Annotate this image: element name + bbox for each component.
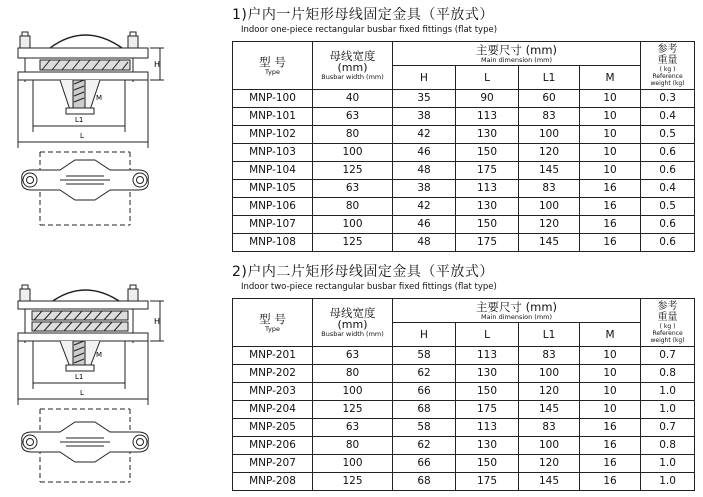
cell-busbar-width: 100	[313, 216, 393, 234]
cell-weight: 0.7	[641, 419, 695, 437]
cell-h: 46	[393, 144, 456, 162]
cell-l: 130	[456, 126, 519, 144]
table-row	[233, 198, 695, 216]
cell-l1: 120	[519, 383, 580, 401]
cell-l1: 100	[519, 365, 580, 383]
cell-busbar-width: 80	[313, 437, 393, 455]
cell-busbar-width: 80	[313, 126, 393, 144]
header-dim-h: H	[393, 66, 456, 90]
table-row	[233, 216, 695, 234]
cell-weight: 0.8	[641, 437, 695, 455]
drawing-two-piece	[0, 277, 215, 492]
cell-type: MNP-204	[233, 401, 313, 419]
cell-weight: 1.0	[641, 473, 695, 491]
header-main-dimension: 主要尺寸 (mm) Main dimension (mm)	[393, 42, 641, 66]
cell-type: MNP-100	[233, 90, 313, 108]
cell-weight: 1.0	[641, 383, 695, 401]
header-dim-l: L	[456, 323, 519, 347]
cell-h: 66	[393, 455, 456, 473]
table-row	[233, 347, 695, 365]
cell-l: 150	[456, 144, 519, 162]
cell-busbar-width: 125	[313, 234, 393, 252]
cell-type: MNP-104	[233, 162, 313, 180]
table-row	[233, 108, 695, 126]
cell-type: MNP-105	[233, 180, 313, 198]
dim-label-l1: L1	[75, 373, 84, 381]
cell-busbar-width: 100	[313, 144, 393, 162]
cell-busbar-width: 80	[313, 198, 393, 216]
header-busbar-width: 母线宽度 (mm) Busbar width (mm)	[313, 299, 393, 347]
cell-m: 10	[580, 108, 641, 126]
cell-m: 16	[580, 437, 641, 455]
cell-l1: 60	[519, 90, 580, 108]
cell-l: 90	[456, 90, 519, 108]
cell-busbar-width: 63	[313, 180, 393, 198]
cell-l: 175	[456, 473, 519, 491]
cell-h: 58	[393, 419, 456, 437]
cell-h: 48	[393, 162, 456, 180]
spec-table-one-piece	[232, 41, 695, 252]
cell-h: 38	[393, 108, 456, 126]
cell-weight: 0.6	[641, 216, 695, 234]
table-row	[233, 419, 695, 437]
cell-m: 10	[580, 90, 641, 108]
drawing-one-piece	[0, 20, 215, 235]
section-1-title: 1)户内一片矩形母线固定金具（平放式）	[232, 7, 494, 23]
cell-weight: 1.0	[641, 455, 695, 473]
header-dim-m: M	[580, 323, 641, 347]
cell-type: MNP-106	[233, 198, 313, 216]
cell-m: 16	[580, 198, 641, 216]
cell-type: MNP-205	[233, 419, 313, 437]
cell-weight: 0.4	[641, 180, 695, 198]
cell-l: 113	[456, 180, 519, 198]
cell-l1: 100	[519, 126, 580, 144]
table-row	[233, 473, 695, 491]
cell-busbar-width: 100	[313, 455, 393, 473]
cell-m: 10	[580, 365, 641, 383]
cell-h: 68	[393, 473, 456, 491]
cell-type: MNP-202	[233, 365, 313, 383]
table-row	[233, 180, 695, 198]
table-row	[233, 126, 695, 144]
header-dim-l1: L1	[519, 323, 580, 347]
cell-h: 48	[393, 234, 456, 252]
cell-l1: 83	[519, 419, 580, 437]
cell-weight: 0.6	[641, 234, 695, 252]
header-reference-weight: 参考 重量 ( kg ) Reference weight (kg)	[641, 299, 695, 347]
cell-h: 38	[393, 180, 456, 198]
cell-h: 42	[393, 126, 456, 144]
header-dim-l1: L1	[519, 66, 580, 90]
section-1-subtitle: Indoor one-piece rectangular busbar fixed fittings (flat type)	[241, 25, 498, 35]
cell-weight: 0.4	[641, 108, 695, 126]
cell-weight: 0.7	[641, 347, 695, 365]
cell-h: 66	[393, 383, 456, 401]
cell-l: 175	[456, 234, 519, 252]
table-row	[233, 401, 695, 419]
cell-busbar-width: 63	[313, 347, 393, 365]
section-2-title: 2)户内二片矩形母线固定金具（平放式）	[232, 264, 494, 280]
cell-weight: 0.6	[641, 162, 695, 180]
header-type: 型 号 Type	[233, 42, 313, 90]
cell-type: MNP-107	[233, 216, 313, 234]
cell-h: 58	[393, 347, 456, 365]
cell-type: MNP-203	[233, 383, 313, 401]
cell-h: 62	[393, 437, 456, 455]
header-dim-l: L	[456, 66, 519, 90]
cell-l1: 120	[519, 216, 580, 234]
header-main-dimension: 主要尺寸 (mm) Main dimension (mm)	[393, 299, 641, 323]
header-reference-weight: 参考 重量 ( kg ) Reference weight (kg)	[641, 42, 695, 90]
cell-h: 46	[393, 216, 456, 234]
cell-type: MNP-208	[233, 473, 313, 491]
cell-m: 16	[580, 455, 641, 473]
cell-weight: 0.5	[641, 126, 695, 144]
cell-type: MNP-201	[233, 347, 313, 365]
cell-m: 10	[580, 383, 641, 401]
cell-m: 10	[580, 126, 641, 144]
header-dim-h: H	[393, 323, 456, 347]
cell-weight: 1.0	[641, 401, 695, 419]
dim-label-l: L	[80, 132, 84, 140]
cell-l: 113	[456, 419, 519, 437]
cell-m: 16	[580, 180, 641, 198]
cell-l: 113	[456, 108, 519, 126]
cell-m: 16	[580, 419, 641, 437]
cell-m: 16	[580, 473, 641, 491]
cell-busbar-width: 125	[313, 162, 393, 180]
cell-l: 130	[456, 437, 519, 455]
dim-label-m: M	[96, 94, 103, 102]
table-row	[233, 437, 695, 455]
cell-h: 62	[393, 365, 456, 383]
cell-m: 10	[580, 144, 641, 162]
cell-busbar-width: 125	[313, 401, 393, 419]
cell-weight: 0.6	[641, 144, 695, 162]
cell-l: 175	[456, 401, 519, 419]
cell-l: 130	[456, 365, 519, 383]
cell-m: 10	[580, 162, 641, 180]
cell-l1: 120	[519, 455, 580, 473]
cell-l1: 145	[519, 162, 580, 180]
cell-m: 16	[580, 216, 641, 234]
cell-l1: 145	[519, 401, 580, 419]
table-row	[233, 144, 695, 162]
cell-type: MNP-102	[233, 126, 313, 144]
cell-h: 68	[393, 401, 456, 419]
cell-m: 10	[580, 401, 641, 419]
cell-l1: 120	[519, 144, 580, 162]
dim-label-h: H	[154, 60, 161, 69]
cell-l: 175	[456, 162, 519, 180]
spec-table-two-piece	[232, 298, 695, 491]
cell-weight: 0.8	[641, 365, 695, 383]
cell-l1: 83	[519, 347, 580, 365]
table-row	[233, 365, 695, 383]
cell-h: 42	[393, 198, 456, 216]
cell-m: 10	[580, 347, 641, 365]
cell-type: MNP-101	[233, 108, 313, 126]
cell-l1: 100	[519, 198, 580, 216]
cell-busbar-width: 100	[313, 383, 393, 401]
cell-type: MNP-207	[233, 455, 313, 473]
cell-l: 150	[456, 216, 519, 234]
cell-l: 150	[456, 455, 519, 473]
table-row	[233, 90, 695, 108]
cell-type: MNP-206	[233, 437, 313, 455]
table-row	[233, 234, 695, 252]
header-dim-m: M	[580, 66, 641, 90]
cell-l: 113	[456, 347, 519, 365]
cell-type: MNP-103	[233, 144, 313, 162]
cell-weight: 0.5	[641, 198, 695, 216]
cell-busbar-width: 125	[313, 473, 393, 491]
cell-busbar-width: 40	[313, 90, 393, 108]
cell-l: 130	[456, 198, 519, 216]
section-2-subtitle: Indoor two-piece rectangular busbar fixed fittings (flat type)	[241, 282, 497, 292]
cell-busbar-width: 63	[313, 108, 393, 126]
header-busbar-width: 母线宽度 (mm) Busbar width (mm)	[313, 42, 393, 90]
cell-busbar-width: 63	[313, 419, 393, 437]
cell-l1: 145	[519, 234, 580, 252]
dim-label-l1: L1	[75, 116, 84, 124]
cell-l1: 83	[519, 108, 580, 126]
dim-label-l: L	[80, 389, 84, 397]
cell-l1: 83	[519, 180, 580, 198]
cell-type: MNP-108	[233, 234, 313, 252]
cell-l: 150	[456, 383, 519, 401]
header-type: 型 号 Type	[233, 299, 313, 347]
cell-m: 16	[580, 234, 641, 252]
cell-l1: 100	[519, 437, 580, 455]
table-row	[233, 383, 695, 401]
cell-weight: 0.3	[641, 90, 695, 108]
table-row	[233, 162, 695, 180]
cell-h: 35	[393, 90, 456, 108]
dim-label-m: M	[96, 351, 103, 359]
cell-busbar-width: 80	[313, 365, 393, 383]
dim-label-h: H	[154, 317, 161, 326]
table-row	[233, 455, 695, 473]
cell-l1: 145	[519, 473, 580, 491]
